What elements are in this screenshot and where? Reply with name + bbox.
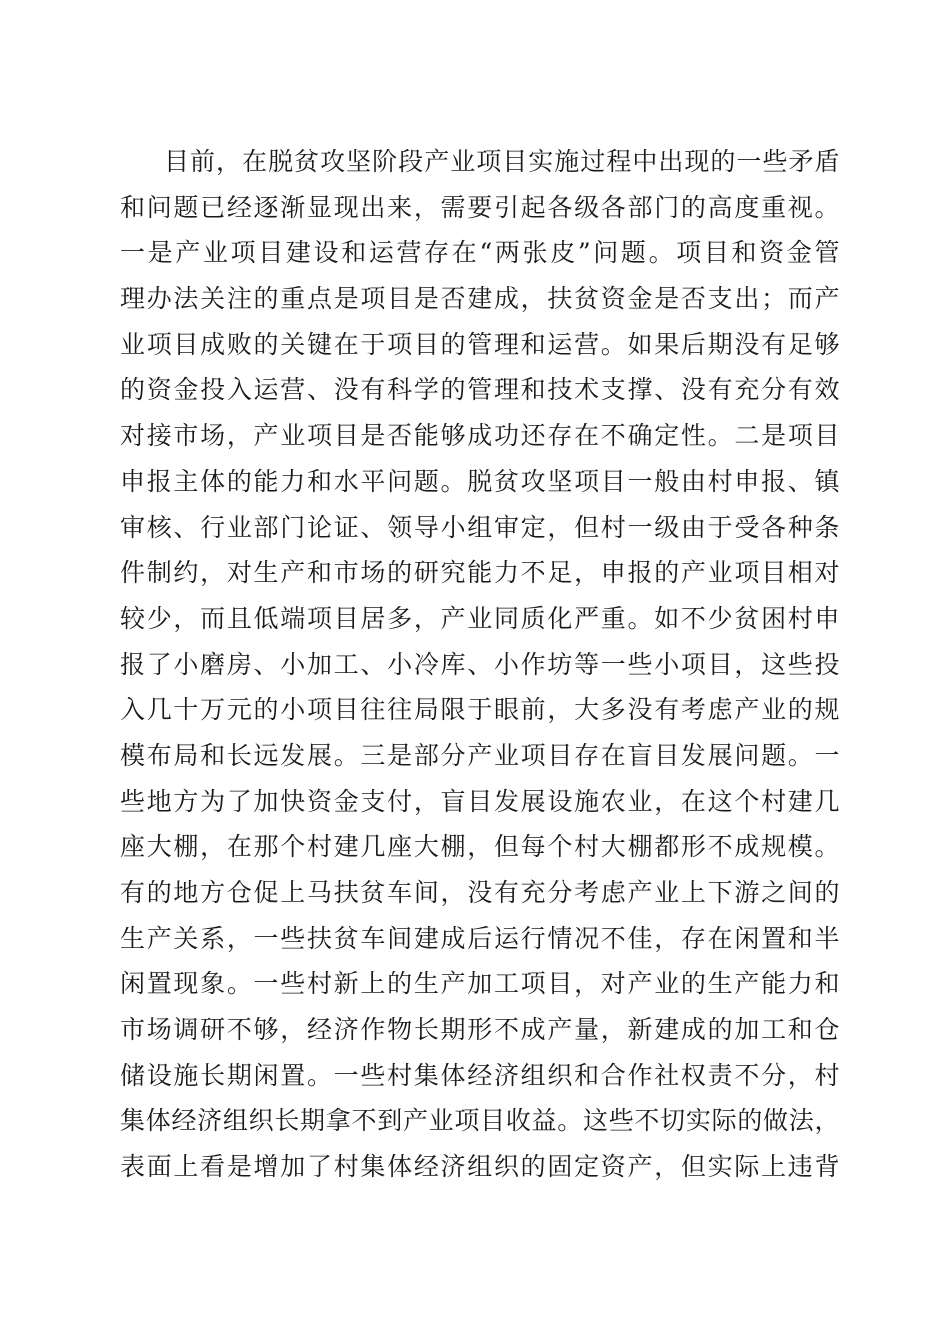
text-line: 审核、行业部门论证、领导小组审定，但村一级由于受各种条 (120, 512, 840, 542)
text-line: 市场调研不够，经济作物长期形不成产量，新建成的加工和仓 (120, 1015, 840, 1045)
text-line: 理办法关注的重点是项目是否建成，扶贫资金是否支出；而产 (120, 284, 840, 314)
text-line: 较少，而且低端项目居多，产业同质化严重。如不少贫困村申 (120, 603, 840, 633)
text-line: 集体经济组织长期拿不到产业项目收益。这些不切实际的做法， (120, 1106, 840, 1136)
text-line: 报了小磨房、小加工、小冷库、小作坊等一些小项目，这些投 (120, 649, 840, 679)
text-line: 入几十万元的小项目往往局限于眼前，大多没有考虑产业的规 (120, 695, 840, 725)
text-line: 和问题已经逐渐显现出来，需要引起各级各部门的高度重视。 (120, 192, 840, 222)
text-line: 申报主体的能力和水平问题。脱贫攻坚项目一般由村申报、镇 (120, 466, 840, 496)
text-line: 闲置现象。一些村新上的生产加工项目，对产业的生产能力和 (120, 969, 840, 999)
text-line: 目前，在脱贫攻坚阶段产业项目实施过程中出现的一些矛盾 (164, 147, 840, 176)
text-line: 的资金投入运营、没有科学的管理和技术支撑、没有充分有效 (120, 375, 840, 405)
text-line: 模布局和长远发展。三是部分产业项目存在盲目发展问题。一 (120, 740, 840, 770)
text-line: 件制约，对生产和市场的研究能力不足，申报的产业项目相对 (120, 558, 840, 588)
body-paragraph (120, 139, 840, 1190)
text-line: 业项目成败的关键在于项目的管理和运营。如果后期没有足够 (120, 329, 840, 359)
text-line: 对接市场，产业项目是否能够成功还存在不确定性。二是项目 (120, 421, 840, 451)
text-line: 表面上看是增加了村集体经济组织的固定资产，但实际上违背 (120, 1152, 840, 1182)
text-line: 一是产业项目建设和运营存在“两张皮”问题。项目和资金管 (120, 238, 840, 268)
text-line: 些地方为了加快资金支付，盲目发展设施农业，在这个村建几 (120, 786, 840, 816)
text-line: 有的地方仓促上马扶贫车间，没有充分考虑产业上下游之间的 (120, 878, 840, 907)
text-line: 座大棚，在那个村建几座大棚，但每个村大棚都形不成规模。 (120, 832, 840, 862)
text-line: 生产关系，一些扶贫车间建成后运行情况不佳，存在闲置和半 (120, 923, 840, 953)
text-line: 储设施长期闲置。一些村集体经济组织和合作社权责不分，村 (120, 1060, 840, 1090)
